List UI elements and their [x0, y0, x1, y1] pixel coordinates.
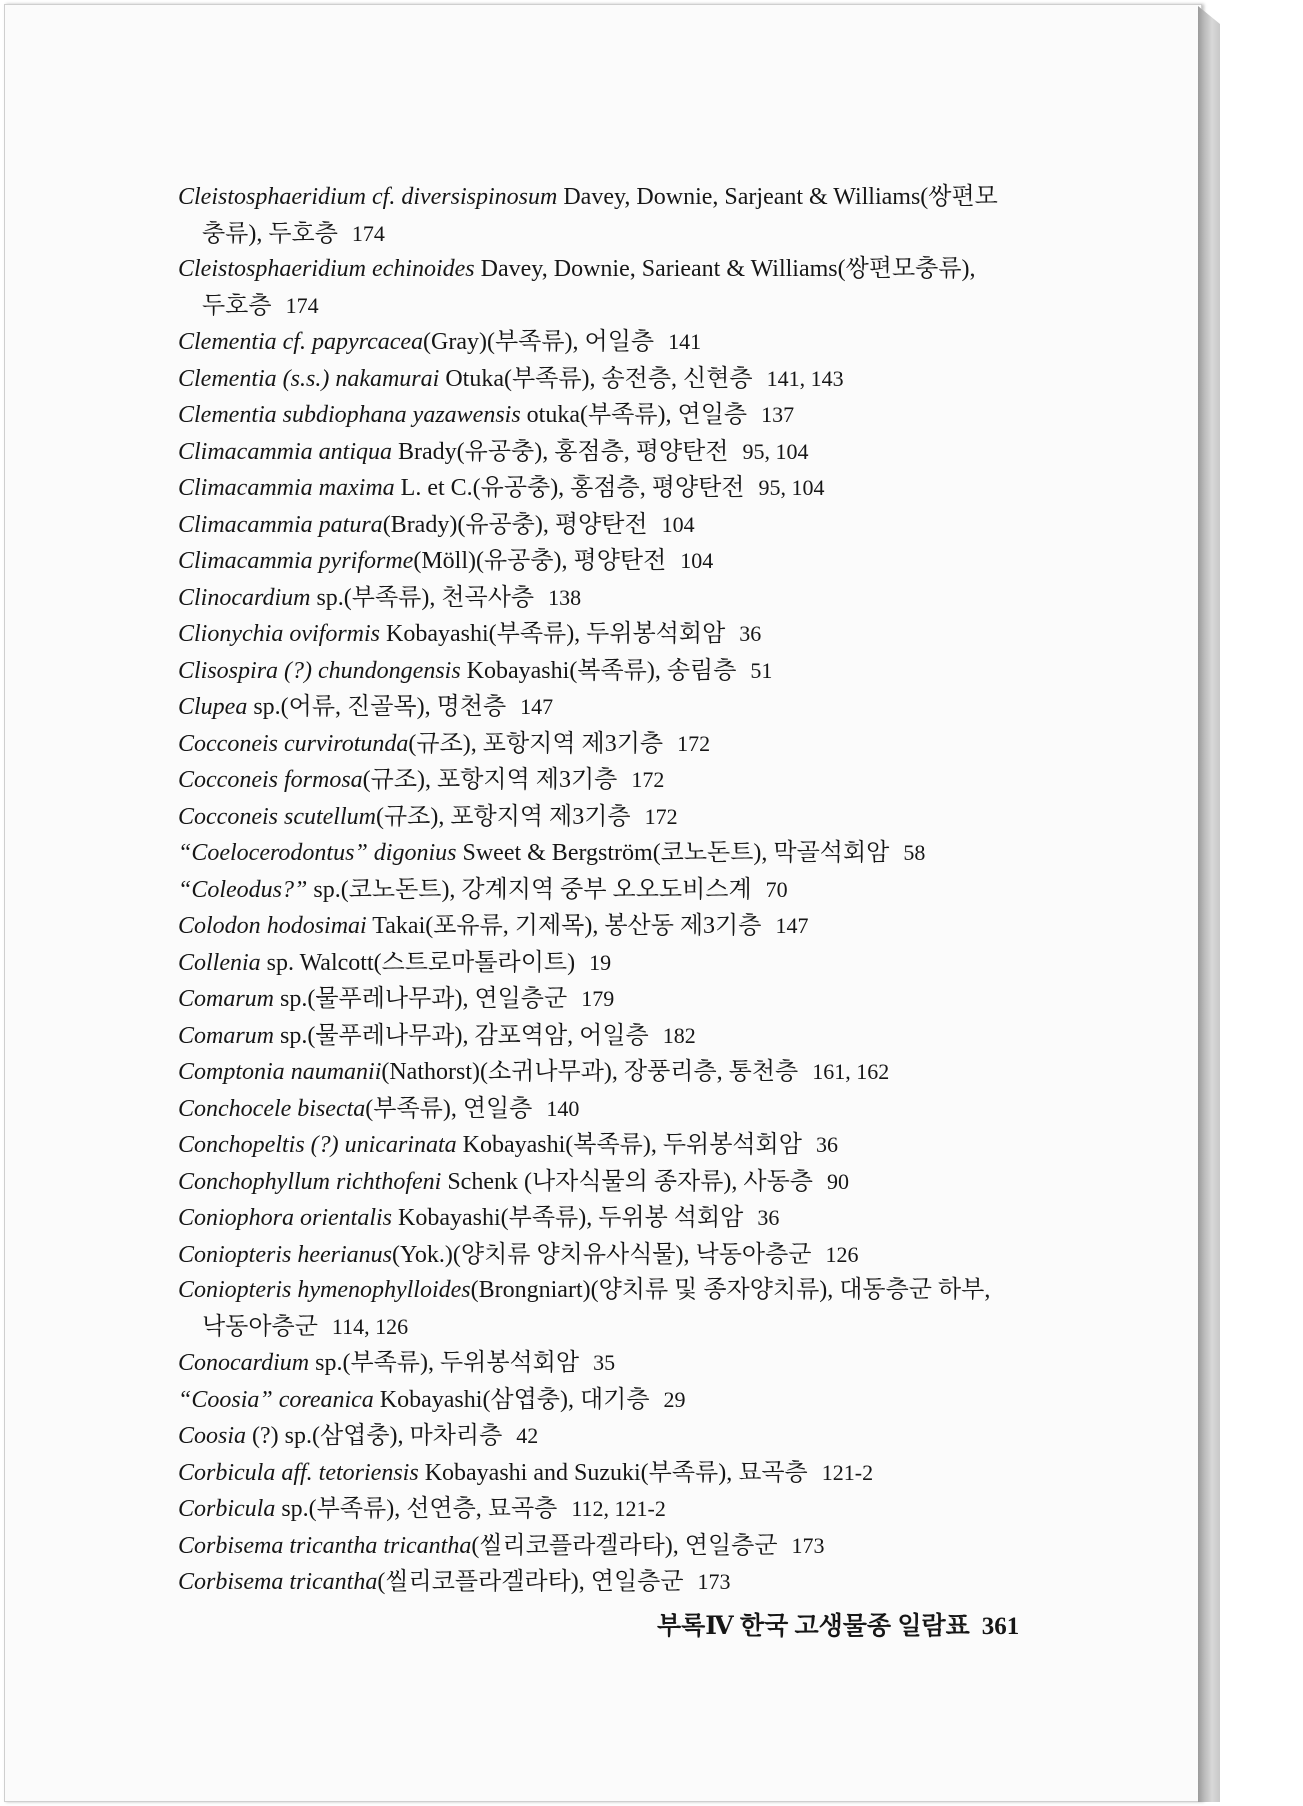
- page-reference: 172: [677, 730, 711, 756]
- species-epithet: hodosimai: [266, 913, 367, 939]
- genus-name: “Coosia”: [178, 1386, 273, 1413]
- page-reference: 19: [589, 949, 612, 975]
- page-reference: 51: [750, 657, 773, 683]
- genus-name: Coosia: [178, 1423, 247, 1449]
- index-entry: [178, 1091, 1078, 1128]
- page-reference: 114, 126: [331, 1313, 409, 1339]
- page-reference: 35: [593, 1350, 616, 1375]
- species-epithet: echinoides: [372, 256, 475, 282]
- genus-name: Clisospira: [178, 657, 279, 684]
- page-reference: 29: [663, 1386, 686, 1412]
- author-and-locality: Kobayashi(복족류), 두위봉석회암: [462, 1132, 802, 1158]
- author-and-locality: Kobayashi(복족류), 송림층: [466, 657, 737, 684]
- author-and-locality: Kobayashi(삼엽충), 대기층: [379, 1386, 650, 1413]
- species-epithet: curvirotunda: [283, 730, 409, 757]
- continuation-text: 충류), 두호층: [202, 220, 338, 247]
- author-and-locality: (규조), 포항지역 제3기층: [362, 767, 618, 793]
- page-reference: 90: [826, 1168, 849, 1194]
- page-reference: 174: [351, 220, 385, 246]
- author-and-locality: Takai(포유류, 기제목), 봉산동 제3기층: [372, 913, 762, 939]
- page-reference: 173: [791, 1532, 825, 1558]
- species-epithet: pyriforme: [318, 548, 414, 574]
- author-and-locality: sp. Walcott(스트로마톨라이트): [266, 949, 576, 976]
- index-entry: [178, 1491, 1078, 1528]
- genus-name: “Coleodus?”: [178, 876, 308, 903]
- author-and-locality: Kobayashi and Suzuki(부족류), 묘곡층: [424, 1459, 808, 1486]
- genus-name: Colodon: [178, 913, 261, 939]
- species-epithet: maxima: [318, 475, 395, 501]
- genus-name: Clionychia: [178, 621, 284, 647]
- index-entry: [178, 1273, 1078, 1345]
- species-epithet: cf. diversispinosum: [372, 184, 558, 210]
- index-entry: [178, 945, 1078, 982]
- page-reference: 95, 104: [742, 438, 809, 464]
- author-and-locality: Brady(유공충), 홍점층, 평양탄전: [398, 438, 729, 465]
- running-footer-title: 부록Ⅳ 한국 고생물종 일람표: [657, 1613, 970, 1640]
- author-and-locality: (규조), 포항지역 제3기층: [375, 803, 631, 830]
- species-epithet: cf. papyrcacea: [282, 329, 424, 355]
- author-and-locality: (Möll)(유공충), 평양탄전: [413, 548, 667, 574]
- species-epithet: tricantha tricantha: [289, 1532, 472, 1559]
- index-entry: [178, 1237, 1078, 1274]
- species-epithet: aff. tetoriensis: [281, 1459, 419, 1486]
- index-entry: [178, 908, 1078, 945]
- continuation-text: 낙동아층군: [202, 1313, 318, 1340]
- author-and-locality: (Brady)(유공충), 평양탄전: [382, 511, 648, 538]
- index-entry: [178, 252, 1078, 324]
- page-reference: 147: [775, 913, 809, 938]
- genus-name: Climacammia: [178, 511, 313, 538]
- species-epithet: digonius: [373, 840, 457, 866]
- page-reference: 104: [661, 511, 695, 537]
- author-and-locality: (씰리코플라겔라타), 연일층군: [377, 1569, 684, 1595]
- page-reference: 147: [520, 694, 554, 719]
- author-and-locality: (규조), 포항지역 제3기층: [408, 730, 664, 757]
- author-and-locality: (Nathorst)(소귀나무과), 장풍리층, 통천층: [381, 1059, 799, 1085]
- author-and-locality: (씰리코플라겔라타), 연일층군: [471, 1532, 778, 1559]
- continuation-text: 두호층: [202, 292, 272, 319]
- genus-name: Climacammia: [178, 475, 313, 501]
- species-epithet: tricantha: [289, 1569, 378, 1595]
- page-reference: 36: [815, 1132, 838, 1157]
- page-reference: 179: [581, 986, 615, 1011]
- index-entry: [178, 1455, 1078, 1492]
- genus-name: Cleistosphaeridium: [178, 184, 367, 210]
- index-entry: [178, 1054, 1078, 1091]
- genus-name: Collenia: [178, 949, 261, 976]
- genus-name: Conchocele: [178, 1095, 292, 1122]
- species-epithet: oviformis: [289, 621, 380, 647]
- index-entry: [178, 689, 1078, 726]
- index-entry: [178, 1528, 1078, 1565]
- author-and-locality: sp.(물푸레나무과), 연일층군: [280, 986, 568, 1012]
- genus-name: Corbisema: [178, 1532, 284, 1559]
- index-entry: [178, 1564, 1078, 1601]
- genus-name: Corbisema: [178, 1569, 284, 1595]
- species-epithet: subdiophana yazawensis: [282, 402, 521, 428]
- author-and-locality: sp.(코노돈트), 강계지역 중부 오오도비스계: [313, 876, 752, 903]
- page-reference: 95, 104: [758, 475, 825, 500]
- author-and-locality: sp.(부족류), 천곡사층: [316, 584, 535, 611]
- index-entry: [178, 835, 1078, 872]
- index-entry: [178, 799, 1078, 836]
- genus-name: Conchophyllum: [178, 1168, 330, 1195]
- author-and-locality: (Brongniart)(양치류 및 종자양치류), 대동층군 하부,: [470, 1277, 991, 1303]
- species-epithet: (?) chundongensis: [284, 657, 461, 684]
- index-entry: [178, 361, 1078, 398]
- species-epithet: richthofeni: [335, 1168, 442, 1195]
- index-entry: [178, 543, 1078, 580]
- author-and-locality: (?) sp.(삼엽충), 마차리층: [252, 1423, 503, 1449]
- author-and-locality: L. et C.(유공충), 홍점층, 평양탄전: [400, 475, 745, 501]
- index-entry: [178, 180, 1078, 252]
- species-epithet: formosa: [283, 767, 363, 793]
- genus-name: Cocconeis: [178, 730, 278, 757]
- genus-name: Clementia: [178, 329, 277, 355]
- species-epithet: coreanica: [278, 1386, 374, 1413]
- author-and-locality: Schenk (나자식물의 종자류), 사동층: [447, 1168, 813, 1195]
- page-footer: [657, 1606, 1019, 1642]
- species-epithet: hymenophylloides: [297, 1277, 471, 1303]
- species-epithet: bisecta: [297, 1095, 366, 1122]
- page-reference: 112, 121-2: [571, 1496, 666, 1521]
- page-reference: 121-2: [821, 1459, 874, 1485]
- genus-name: Clementia: [178, 365, 277, 392]
- page-reference: 172: [631, 767, 665, 792]
- genus-name: Clupea: [178, 694, 248, 720]
- genus-name: Cocconeis: [178, 803, 278, 830]
- index-entry: [178, 653, 1078, 690]
- page-reference: 138: [548, 584, 582, 610]
- index-entry: [178, 470, 1078, 507]
- species-epithet: naumanii: [290, 1059, 382, 1085]
- author-and-locality: Sweet & Bergström(코노돈트), 막골석회암: [462, 840, 890, 866]
- page-reference: 140: [546, 1095, 580, 1121]
- page-reference: 182: [662, 1022, 696, 1048]
- index-entry: [178, 397, 1078, 434]
- index-entry: [178, 1345, 1078, 1382]
- genus-name: “Coelocerodontus”: [178, 840, 368, 866]
- page-number: 361: [981, 1613, 1020, 1640]
- index-entry: [178, 324, 1078, 361]
- entry-continuation: [178, 216, 1078, 253]
- species-epithet: (s.s.) nakamurai: [282, 365, 440, 392]
- index-entry: [178, 1200, 1078, 1237]
- index-entry: [178, 726, 1078, 763]
- genus-name: Comarum: [178, 1022, 275, 1049]
- entry-continuation: [178, 1309, 1078, 1346]
- author-and-locality: sp.(부족류), 선연층, 묘곡층: [281, 1496, 558, 1522]
- author-and-locality: sp.(물푸레나무과), 감포역암, 어일층: [280, 1022, 649, 1049]
- author-and-locality: Kobayashi(부족류), 두위봉석회암: [386, 621, 726, 647]
- genus-name: Corbicula: [178, 1459, 276, 1486]
- index-entry: [178, 580, 1078, 617]
- index-entry: [178, 616, 1078, 653]
- author-and-locality: sp.(어류, 진골목), 명천층: [253, 694, 507, 720]
- genus-name: Cleistosphaeridium: [178, 256, 367, 282]
- genus-name: Comptonia: [178, 1059, 285, 1085]
- author-and-locality: Davey, Downie, Sarieant & Williams(쌍편모충류),: [480, 256, 976, 282]
- species-index-list: [178, 180, 1078, 1601]
- genus-name: Coniopteris: [178, 1277, 292, 1303]
- author-and-locality: Kobayashi(부족류), 두위봉 석회암: [398, 1205, 744, 1231]
- page-reference: 141, 143: [766, 365, 844, 391]
- entry-continuation: [178, 288, 1078, 325]
- page-reference: 174: [285, 292, 319, 318]
- index-entry: [178, 981, 1078, 1018]
- genus-name: Cocconeis: [178, 767, 278, 793]
- author-and-locality: (Yok.)(양치류 양치유사식물), 낙동아층군: [392, 1241, 812, 1268]
- page-reference: 173: [697, 1569, 731, 1594]
- index-entry: [178, 434, 1078, 471]
- index-entry: [178, 1164, 1078, 1201]
- genus-name: Conchopeltis: [178, 1132, 305, 1158]
- genus-name: Climacammia: [178, 438, 313, 465]
- species-epithet: patura: [318, 511, 383, 538]
- author-and-locality: (부족류), 연일층: [365, 1095, 533, 1122]
- page-edge-shadow: [1198, 6, 1220, 1802]
- page-reference: 126: [825, 1241, 859, 1267]
- genus-name: Clinocardium: [178, 584, 311, 611]
- species-epithet: (?) unicarinata: [310, 1132, 457, 1158]
- index-entry: [178, 762, 1078, 799]
- page-reference: 42: [516, 1423, 539, 1448]
- genus-name: Corbicula: [178, 1496, 276, 1522]
- page-reference: 58: [903, 840, 926, 865]
- genus-name: Coniophora: [178, 1205, 295, 1231]
- species-epithet: orientalis: [300, 1205, 393, 1231]
- index-entry: [178, 507, 1078, 544]
- genus-name: Climacammia: [178, 548, 313, 574]
- page-reference: 172: [644, 803, 678, 829]
- author-and-locality: Davey, Downie, Sarjeant & Williams(쌍편모: [563, 184, 998, 210]
- page-reference: 141: [668, 329, 702, 354]
- page-reference: 36: [757, 1205, 780, 1230]
- page-reference: 36: [739, 621, 762, 646]
- page-reference: 137: [761, 402, 795, 427]
- index-entry: [178, 1018, 1078, 1055]
- author-and-locality: Otuka(부족류), 송전층, 신현층: [445, 365, 753, 392]
- index-entry: [178, 1382, 1078, 1419]
- author-and-locality: sp.(부족류), 두위봉석회암: [315, 1350, 580, 1376]
- index-entry: [178, 872, 1078, 909]
- species-epithet: antiqua: [318, 438, 393, 465]
- author-and-locality: (Gray)(부족류), 어일층: [423, 329, 655, 355]
- species-epithet: heerianus: [297, 1241, 392, 1268]
- page-reference: 104: [680, 548, 714, 573]
- genus-name: Clementia: [178, 402, 277, 428]
- index-entry: [178, 1418, 1078, 1455]
- page-reference: 70: [765, 876, 788, 902]
- genus-name: Comarum: [178, 986, 275, 1012]
- genus-name: Conocardium: [178, 1350, 310, 1376]
- species-epithet: scutellum: [283, 803, 376, 830]
- genus-name: Coniopteris: [178, 1241, 292, 1268]
- index-entry: [178, 1127, 1078, 1164]
- author-and-locality: otuka(부족류), 연일층: [526, 402, 748, 428]
- page-reference: 161, 162: [812, 1059, 890, 1084]
